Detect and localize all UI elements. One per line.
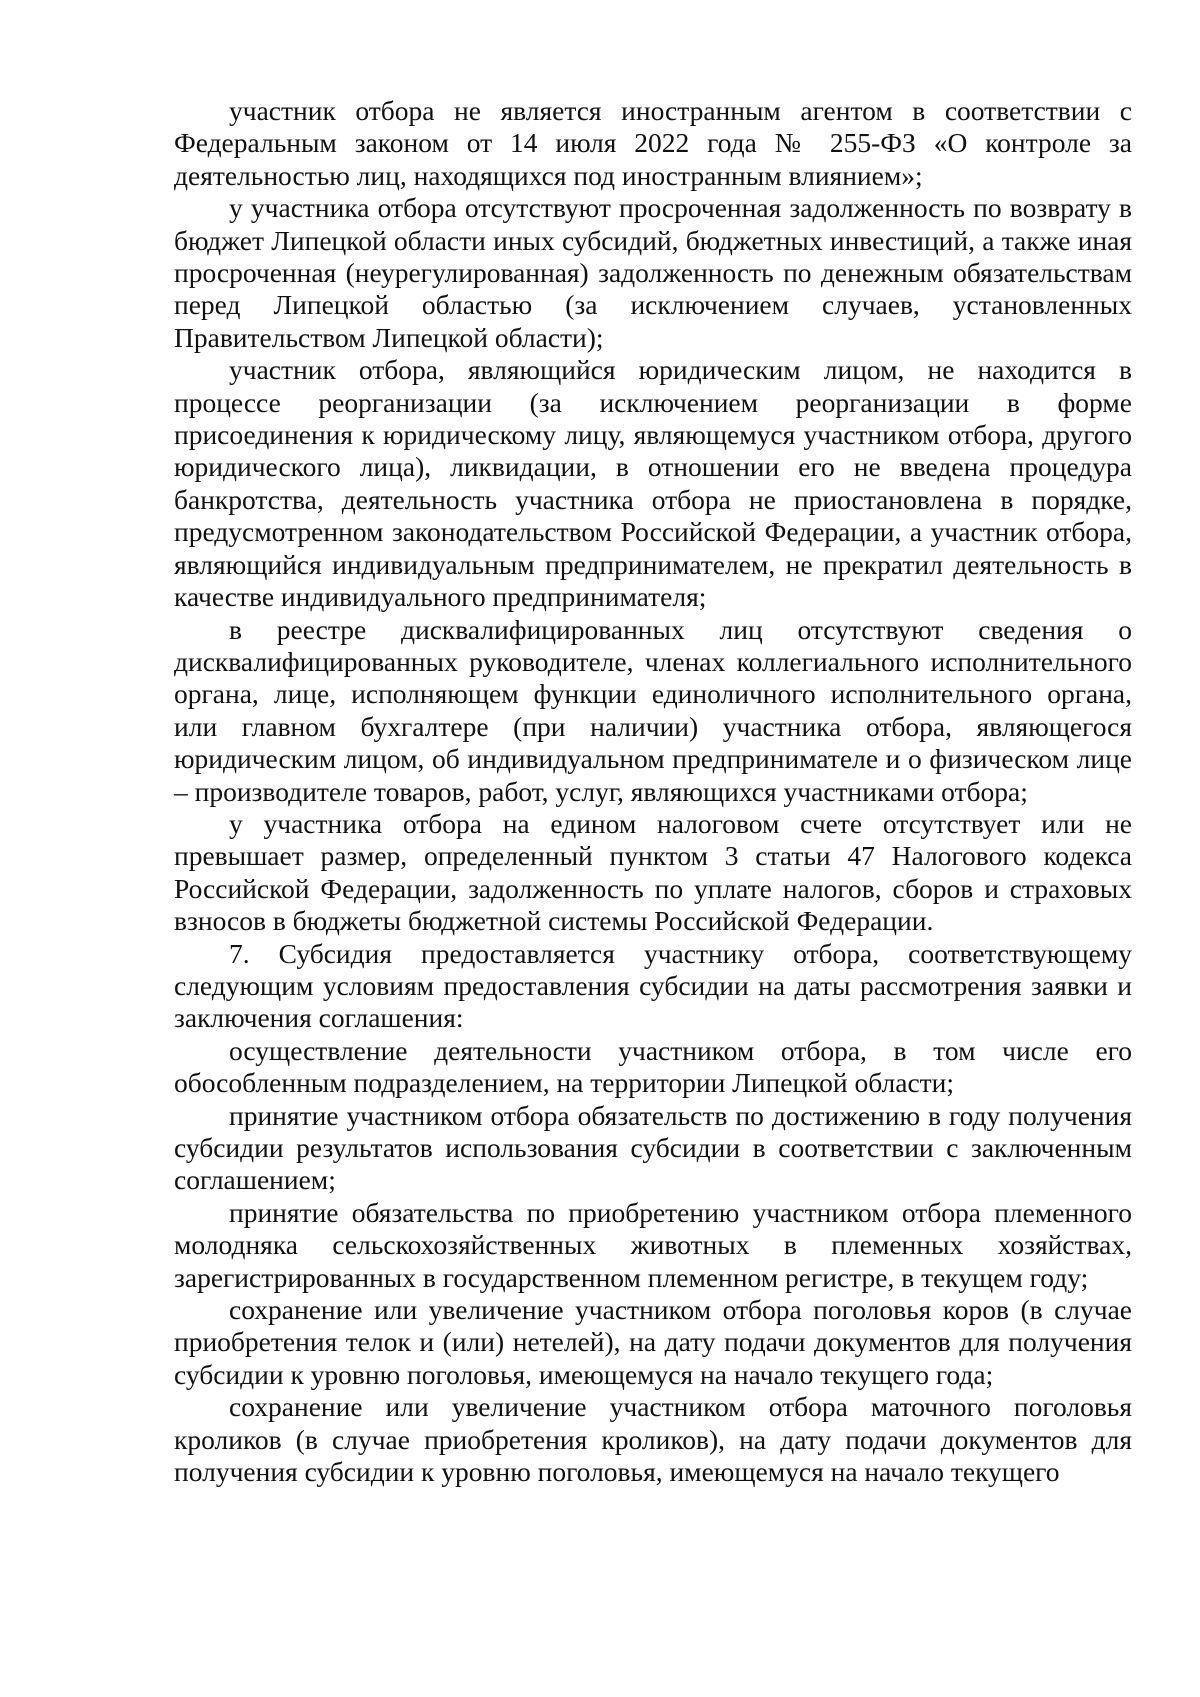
paragraph-territory: осуществление деятельности участником отбора, в том числе его обособленным подразделением, на территории Липецкой области; — [174, 1034, 1132, 1099]
paragraph-tax-account: у участника отбора на едином налоговом счете отсутствует или не превышает размер, определенный пунктом 3 статьи 47 Налогового кодекса Российской Федерации, задолженность по уплате налогов, сборов и страховых взносов в бюджеты бюджетной системы Российской Федерации. — [174, 807, 1132, 937]
paragraph-overdue-debt: у участника отбора отсутствуют просроченная задолженность по возврату в бюджет Липецкой области иных субсидий, бюджетных инвестиций, а также иная просроченная (неурегулированная) задолженность по денежным обязательствам перед Липецкой областью (за исключением случаев, установленных Правительством Липецкой области); — [174, 192, 1132, 353]
document-body — [174, 95, 1132, 1488]
paragraph-cow-livestock: сохранение или увеличение участником отбора поголовья коров (в случае приобретения телок и (или) нетелей), на дату подачи документов для получения субсидии к уровню поголовья, имеющемуся на начало текущего года; — [174, 1294, 1132, 1390]
paragraph-section-7: 7. Субсидия предоставляется участнику отбора, соответствующему следующим условиям предоставления субсидии на даты рассмотрения заявки и заключения соглашения: — [174, 937, 1132, 1034]
paragraph-foreign-agent: участник отбора не является иностранным агентом в соответствии с Федеральным законом от 14 июля 2022 года № 255-ФЗ «О контроле за деятельностью лиц, находящихся под иностранным влиянием»; — [174, 95, 1132, 191]
paragraph-disqualified-registry: в реестре дисквалифицированных лиц отсутствуют сведения о дисквалифицированных руководителе, членах коллегиального исполнительного органа, лице, исполняющем функции единоличного исполнительного органа, или главном бухгалтере (при наличии) участника отбора, являющегося юридическим лицом, об индивидуальном предпринимателе и о физическом лице – производителе товаров, работ, услуг, являющихся участниками отбора; — [174, 613, 1132, 807]
paragraph-obligations-results: принятие участником отбора обязательств по достижению в году получения субсидии результатов использования субсидии в соответствии с заключенным соглашением; — [174, 1099, 1132, 1196]
paragraph-reorganization: участник отбора, являющийся юридическим лицом, не находится в процессе реорганизации (за исключением реорганизации в форме присоединения к юридическому лицу, являющемуся участником отбора, другого юридического лица), ликвидации, в отношении его не введена процедура банкротства, деятельность участника отбора не приостановлена в порядке, предусмотренном законодательством Российской Федерации, а участник отбора, являющийся индивидуальным предпринимателем, не прекратил деятельность в качестве индивидуального предпринимателя; — [174, 354, 1132, 613]
paragraph-breeding-stock: принятие обязательства по приобретению участником отбора племенного молодняка сельскохозяйственных животных в племенных хозяйствах, зарегистрированных в государственном племенном регистре, в текущем году; — [174, 1196, 1132, 1293]
paragraph-rabbit-livestock: сохранение или увеличение участником отбора маточного поголовья кроликов (в случае приобретения кроликов), на дату подачи документов для получения субсидии к уровню поголовья, имеющемуся на начало текущего — [174, 1391, 1132, 1488]
